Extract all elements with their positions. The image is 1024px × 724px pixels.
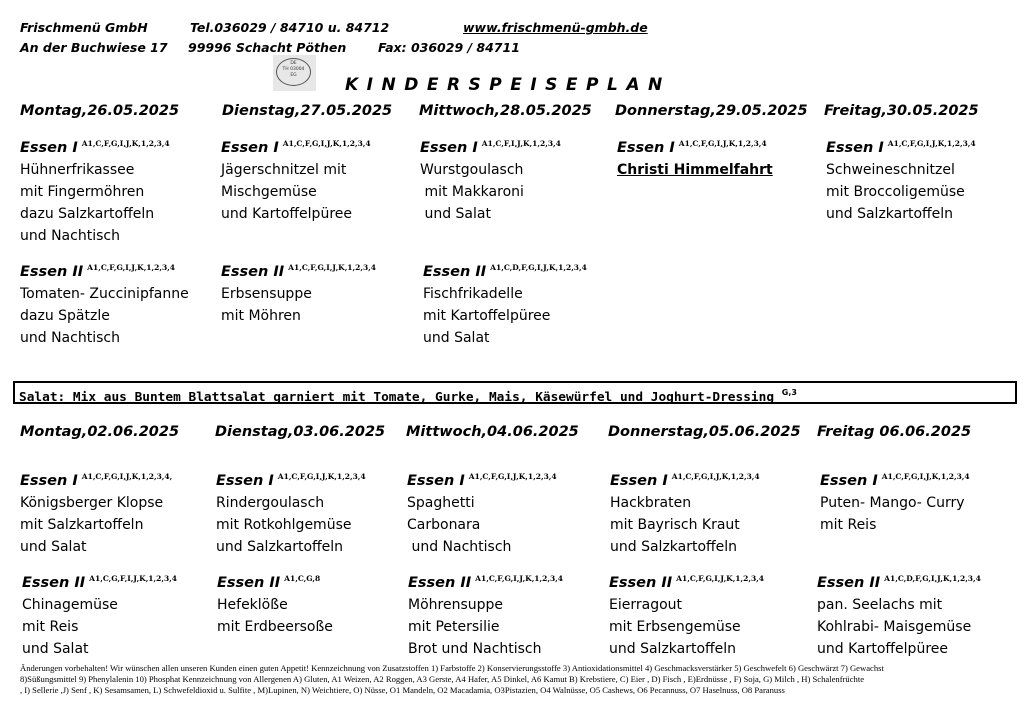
allergen-codes: A1,C,F,G,I,J,K,1,2,3,4	[288, 263, 377, 272]
dish-line: dazu Salzkartoffeln	[20, 206, 155, 222]
dish-line: Hackbraten	[610, 495, 692, 511]
meal-label: Essen II	[817, 575, 881, 591]
dish-line: und Nachtisch	[407, 539, 512, 555]
allergen-codes: A1,C,G,F,I,J,K,1,2,3,4	[89, 574, 178, 583]
meal-label: Essen I	[617, 140, 675, 156]
day-heading: Donnerstag,29.05.2025	[615, 103, 808, 119]
dish-line: und Salzkartoffeln	[826, 206, 954, 222]
day-heading: Mittwoch,04.06.2025	[406, 424, 579, 440]
company-name: Frischmenü GmbH	[20, 20, 148, 35]
company-address: An der Buchwiese 17	[20, 40, 168, 55]
meal-block	[20, 133, 170, 247]
meal-label: Essen II	[408, 575, 472, 591]
dish-line: mit Bayrisch Kraut	[610, 517, 740, 533]
eu-certification-seal: DE TH 03004 EG	[273, 55, 316, 91]
meal-label: Essen I	[20, 140, 78, 156]
dish-line: und Nachtisch	[20, 330, 120, 346]
allergen-codes: A1,C,F,G,I,J,K,1,2,3,4	[887, 139, 976, 148]
day-heading: Mittwoch,28.05.2025	[419, 103, 592, 119]
meal-label: Essen I	[221, 140, 279, 156]
dish-line: Rindergoulasch	[216, 495, 325, 511]
meal-block	[609, 568, 764, 660]
allergen-codes: A1,C,F,G,I,J,K,1,2,3,4	[282, 139, 371, 148]
dish-line: Chinagemüse	[22, 597, 118, 613]
dish-line: Spaghetti	[407, 495, 475, 511]
dish-line: mit Broccoligemüse	[826, 184, 965, 200]
dish-line: und Salzkartoffeln	[610, 539, 738, 555]
dish-line: mit Petersilie	[408, 619, 500, 635]
meal-label: Essen I	[20, 473, 78, 489]
allergen-codes: A1,C,F,G,I,J,K,1,2,3,4	[475, 574, 564, 583]
allergen-codes: A1,C,F,G,I,J,K,1,2,3,4,	[81, 472, 173, 481]
meal-label: Essen I	[407, 473, 465, 489]
day-heading: Dienstag,27.05.2025	[222, 103, 393, 119]
dish-line: mit Rotkohlgemüse	[216, 517, 352, 533]
dish-line: Hühnerfrikassee	[20, 162, 135, 178]
dish-line: und Salzkartoffeln	[216, 539, 344, 555]
dish-line: und Salat	[423, 330, 490, 346]
day-heading: Montag,26.05.2025	[20, 103, 180, 119]
dish-line: Fischfrikadelle	[423, 286, 523, 302]
salad-banner	[13, 381, 1017, 404]
footnote-line: Änderungen vorbehalten! Wir wünschen allen unseren Kunden einen guten Appetit! Kennzeichnung von Zusatzstoffen 1) Farbstoffe 2) Konservierungsstoffe 3) Antioxidationsmittel 4) Geschmacksverstärker 5) Geschwefelt 6) Geschwärzt 7) Gewachst	[20, 663, 884, 673]
dish-line: mit Kartoffelpüree	[423, 308, 551, 324]
footnote-line: 8)Süßungsmittel 9) Phenylalenin 10) Phosphat Kennzeichnung von Allergenen A) Gluten, A1 Weizen, A2 Roggen, A3 Gerste, A4 Hafer, A5 Dinkel, A6 Kamut B) Krebstiere, C) Eier , D) Fisch , E)Erdnüsse , F) Soja, G) Milch , H) Schalenfrüchte	[20, 674, 865, 684]
meal-block	[217, 568, 333, 638]
meal-block	[420, 133, 561, 225]
meal-label: Essen I	[420, 140, 478, 156]
salad-codes: G,3	[781, 388, 797, 397]
day-heading: Montag,02.06.2025	[20, 424, 180, 440]
allergen-codes: A1,C,F,G,I,J,K,1,2,3,4	[277, 472, 366, 481]
meal-block	[617, 133, 773, 181]
meal-block	[20, 257, 189, 349]
day-heading: Freitag 06.06.2025	[817, 424, 972, 440]
fax-number: Fax: 036029 / 84711	[378, 40, 520, 55]
meal-block	[221, 133, 371, 225]
allergen-codes: A1,C,D,F,G,I,J,K,1,2,3,4	[490, 263, 587, 272]
dish-line: und Nachtisch	[20, 228, 120, 244]
website-link[interactable]: www.frischmenü-gmbh.de	[463, 20, 648, 35]
salad-text: Salat: Mix aus Buntem Blattsalat garniert mit Tomate, Gurke, Mais, Käsewürfel und Joghurt-Dressing	[19, 390, 775, 405]
meal-label: Essen I	[820, 473, 878, 489]
dish-line: Hefeklöße	[217, 597, 288, 613]
allergen-codes: A1,C,F,G,I,J,K,1,2,3,4	[81, 139, 170, 148]
phone-number: Tel.036029 / 84710 u. 84712	[190, 20, 390, 35]
allergen-codes: A1,C,G,8	[284, 574, 321, 583]
day-heading: Donnerstag,05.06.2025	[608, 424, 801, 440]
dish-line: Kohlrabi- Maisgemüse	[817, 619, 972, 635]
allergen-footnote	[20, 663, 1024, 696]
meal-block	[22, 568, 177, 660]
dish-line: Tomaten- Zuccinipfanne	[20, 286, 189, 302]
allergen-codes: A1,C,D,F,G,I,J,K,1,2,3,4	[884, 574, 981, 583]
holiday-notice: Christi Himmelfahrt	[617, 162, 773, 178]
dish-line: mit Fingermöhren	[20, 184, 145, 200]
dish-line: mit Reis	[820, 517, 877, 533]
dish-line: Schweineschnitzel	[826, 162, 955, 178]
meal-label: Essen I	[216, 473, 274, 489]
allergen-codes: A1,C,F,G,I,J,K,1,2,3,4	[676, 574, 765, 583]
meal-label: Essen II	[20, 264, 84, 280]
page-title: KINDERSPEISEPLAN	[345, 75, 671, 95]
dish-line: dazu Spätzle	[20, 308, 110, 324]
meal-label: Essen II	[423, 264, 487, 280]
dish-line: Wurstgoulasch	[420, 162, 524, 178]
dish-line: Carbonara	[407, 517, 481, 533]
day-heading: Freitag,30.05.2025	[824, 103, 979, 119]
meal-label: Essen I	[610, 473, 668, 489]
dish-line: und Kartoffelpüree	[221, 206, 352, 222]
dish-line: mit Makkaroni	[420, 184, 524, 200]
dish-line: Puten- Mango- Curry	[820, 495, 965, 511]
footnote-line: , I) Sellerie ,J) Senf , K) Sesamsamen, L) Schwefeldioxid u. Sulfite , M)Lupinen, N) Weichtiere, O) Nüsse, O1 Mandeln, O2 Macadamia, O3Pistazien, O4 Walnüsse, O5 Cashews, O6 Pecannuss, O7 Haselnuss, O8 Paranuss	[20, 685, 785, 695]
meal-label: Essen I	[826, 140, 884, 156]
dish-line: und Salzkartoffeln	[609, 641, 737, 657]
meal-block	[20, 466, 172, 558]
dish-line: Mischgemüse	[221, 184, 317, 200]
dish-line: mit Erdbeersoße	[217, 619, 333, 635]
meal-block	[423, 257, 587, 349]
dish-line: Möhrensuppe	[408, 597, 504, 613]
meal-block	[221, 257, 376, 327]
meal-label: Essen II	[221, 264, 285, 280]
allergen-codes: A1,C,F,G,I,J,K,1,2,3,4	[468, 472, 557, 481]
dish-line: und Salat	[420, 206, 491, 222]
meal-block	[408, 568, 563, 660]
dish-line: mit Reis	[22, 619, 79, 635]
dish-line: Brot und Nachtisch	[408, 641, 542, 657]
allergen-codes: A1,C,F,G,I,J,K,1,2,3,4	[881, 472, 970, 481]
dish-line: Jägerschnitzel mit	[221, 162, 347, 178]
dish-line: und Kartoffelpüree	[817, 641, 948, 657]
allergen-codes: A1,C,F,G,I,J,K,1,2,3,4	[678, 139, 767, 148]
allergen-codes: A1,C,F,G,I,J,K,1,2,3,4	[671, 472, 760, 481]
meal-block	[407, 466, 557, 558]
dish-line: Erbsensuppe	[221, 286, 312, 302]
dish-line: pan. Seelachs mit	[817, 597, 943, 613]
day-heading: Dienstag,03.06.2025	[215, 424, 386, 440]
dish-line: mit Salzkartoffeln	[20, 517, 144, 533]
company-city: 99996 Schacht Pöthen	[188, 40, 347, 55]
dish-line: mit Erbsengemüse	[609, 619, 741, 635]
dish-line: mit Möhren	[221, 308, 301, 324]
dish-line: Königsberger Klopse	[20, 495, 164, 511]
dish-line: Eierragout	[609, 597, 683, 613]
meal-label: Essen II	[22, 575, 86, 591]
meal-block	[216, 466, 366, 558]
dish-line: und Salat	[20, 539, 87, 555]
allergen-codes: A1,C,F,G,I,J,K,1,2,3,4	[87, 263, 176, 272]
meal-block	[817, 568, 981, 660]
allergen-codes: A1,C,F,I,J,K,1,2,3,4	[481, 139, 561, 148]
dish-line: und Salat	[22, 641, 89, 657]
meal-label: Essen II	[217, 575, 281, 591]
meal-block	[820, 466, 970, 536]
meal-block	[826, 133, 976, 225]
meal-block	[610, 466, 760, 558]
meal-label: Essen II	[609, 575, 673, 591]
